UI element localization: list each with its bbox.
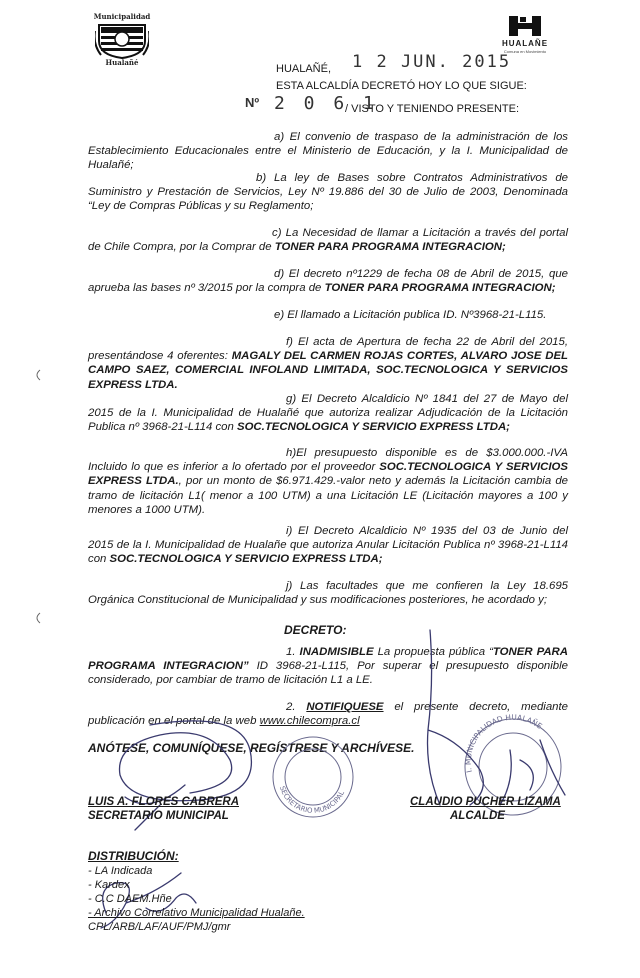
considerando-g-bold: SOC.TECNOLOGICA Y SERVICIO EXPRESS LTDA; — [236, 421, 510, 434]
right-seal-text: I. MUNICIPALIDAD HUALAÑE — [463, 712, 544, 774]
distribution-item: - Archivo Correlativo Municipalidad Hualañe. — [88, 907, 305, 919]
municipality-logo — [86, 12, 158, 66]
left-signer-title: SECRETARIO MUNICIPAL — [88, 810, 229, 822]
left-signer-name: LUIS A. FLORES CABRERA — [88, 796, 239, 808]
considerando-f-text: f) El acta de Apertura de fecha 22 de Abril del 2015, presentándose 4 oferentes: — [88, 336, 568, 363]
header-decree-line: ESTA ALCALDÍA DECRETÓ HOY LO QUE SIGUE: — [276, 80, 527, 92]
hualane-logo-name: HUALAÑE — [501, 39, 549, 48]
logo-bottom-text: Hualañé — [105, 58, 139, 67]
considerando-h-bold: SOC.TECNOLOGICA Y SERVICIOS EXPRESS LTDA. — [88, 461, 568, 488]
considerando-d-bold: TONER PARA PROGRAMA INTEGRACION; — [324, 282, 556, 295]
coat-of-arms-icon — [95, 21, 149, 59]
number-prefix: Nº — [245, 95, 260, 110]
considerando-b-text: b) La ley de Bases sobre Contratos Administrativos de Suministro y Prestación de Servicios, Ley Nº 19.886 del 30 de Julio de 2003, Denominada “Ley de Compras Públicas y su Reglamento; — [88, 172, 568, 213]
decreto-2-bold: NOTIFIQUESE — [306, 701, 384, 713]
considerando-h-text2: , por un monto de $6.971.429.-valor neto y además la Licitación cambia de tramo de licitación L1( menor a 100 UTM) a una Licitación LE (Licitación mayores a 100 y menores a 1000 UTM). — [88, 475, 569, 516]
decreto-1-num: 1. — [286, 646, 296, 658]
considerando-e-text: e) El llamado a Licitación publica ID. Nº3968-21-L115. — [274, 309, 547, 321]
decreto-1-text1: La propuesta pública “ — [373, 646, 493, 658]
considerando-e — [274, 308, 574, 322]
distribution-title: DISTRIBUCIÓN: — [88, 849, 179, 863]
right-signer-title: ALCALDE — [450, 810, 505, 822]
header-city: HUALAÑÉ, — [276, 63, 332, 75]
considerando-a — [88, 130, 568, 173]
decreto-1-text2: ID 3968-21-L115, Por superar el presupuesto disponible considerado, por cambiar de tramo de licitación L1 a LE. — [88, 660, 569, 687]
header-date-stamp: 1 2 JUN. 2015 — [352, 52, 512, 72]
scan-margin-marks — [30, 365, 50, 625]
chilecompra-link[interactable]: www.chilecompra.cl — [259, 715, 360, 728]
decreto-1-bold: INADMISIBLE — [299, 646, 374, 658]
hualane-h-icon — [507, 14, 543, 38]
considerando-c-bold: TONER PARA PROGRAMA INTEGRACION; — [274, 241, 506, 254]
considerando-h-text1: h)El presupuesto disponible es de $3.000.000.-IVA Incluido lo que es inferior a lo ofertado por el proveedor — [88, 447, 568, 474]
considerando-g-text: g) El Decreto Alcaldicio Nº 1841 del 27 de Mayo del 2015 de la I. Municipalidad de Hualañé que autoriza realizar Adjudicación de la Licitación Publica nº 3968-21-L114 con — [88, 393, 568, 434]
right-signature-scribble — [400, 620, 580, 820]
considerando-j-text: j) Las facultades que me confieren la Ley 18.695 Orgánica Constitucional de Municipalidad y sus modificaciones posteriores, he acordado y; — [88, 580, 568, 607]
considerando-c-text: c) La Necesidad de llamar a Licitación a través del portal de Chile Compra, por la Comprar de — [88, 227, 568, 254]
distribution-item: - LA Indicada — [88, 865, 153, 877]
distribution-item: - Kardex — [88, 879, 130, 891]
considerando-d — [88, 267, 568, 295]
considerando-j — [88, 579, 568, 607]
decree-number: 2 0 6 1 — [274, 93, 378, 114]
hualane-logo-tagline: Comuna en Movimiento — [503, 49, 547, 54]
considerando-i — [88, 524, 568, 567]
considerando-i-text: i) El Decreto Alcaldicio Nº 1935 del 03 de Junio del 2015 de la I. Municipalidad de Hualañe que autoriza Anular Licitación Publica nº 3968-21-L114 con — [88, 525, 568, 566]
decreto-1-bold2: TONER PARA PROGRAMA INTEGRACION” — [88, 646, 568, 673]
considerando-a-text: a) El convenio de traspaso de la administración de los Establecimiento Educacionales entre el Ministerio de Educación, y la I. Municipalidad de Hualañé; — [88, 131, 568, 172]
closing-formula: ANÓTESE, COMUNÍQUESE, REGÍSTRESE Y ARCHÍVESE. — [88, 741, 415, 755]
decreto-title: DECRETO: — [284, 623, 347, 637]
considerando-c — [88, 226, 568, 254]
considerando-g — [88, 392, 568, 435]
distribution-item: - C.C DAEM.Hñe — [88, 893, 172, 905]
considerando-d-text: d) El decreto nº1229 de fecha 08 de Abril de 2015, que aprueba las bases nº 3/2015 por la compra de — [88, 268, 568, 295]
decreto-2-text: el presente decreto, mediante publicación en el portal de la web — [88, 701, 568, 728]
decreto-2-num: 2. — [286, 701, 296, 713]
considerando-i-bold: SOC.TECNOLOGICA Y SERVICIO EXPRESS LTDA; — [109, 553, 383, 566]
distribution-list — [88, 864, 305, 934]
right-signer-name: CLAUDIO PUCHER LIZAMA — [410, 796, 561, 808]
considerando-f-bold: MAGALY DEL CARMEN ROJAS CORTES, ALVARO JOSE DEL CAMPO SAEZ, COMERCIAL INFOLAND LIMITADA, SOC.TECNOLOGICA Y SERVICIOS EXPRESS LTDA. — [88, 350, 568, 391]
hualane-logo — [492, 14, 558, 54]
considerando-h — [88, 446, 568, 517]
visto-line: / VISTO Y TENIENDO PRESENTE: — [345, 103, 520, 115]
left-seal-text: SECRETARIO MUNICIPAL — [278, 785, 347, 815]
considerando-b — [88, 171, 568, 214]
logo-top-text: Municipalidad — [93, 12, 151, 21]
considerando-f — [88, 335, 568, 392]
distribution-initials: CPL/ARB/LAF/AUF/PMJ/gmr — [88, 921, 231, 933]
